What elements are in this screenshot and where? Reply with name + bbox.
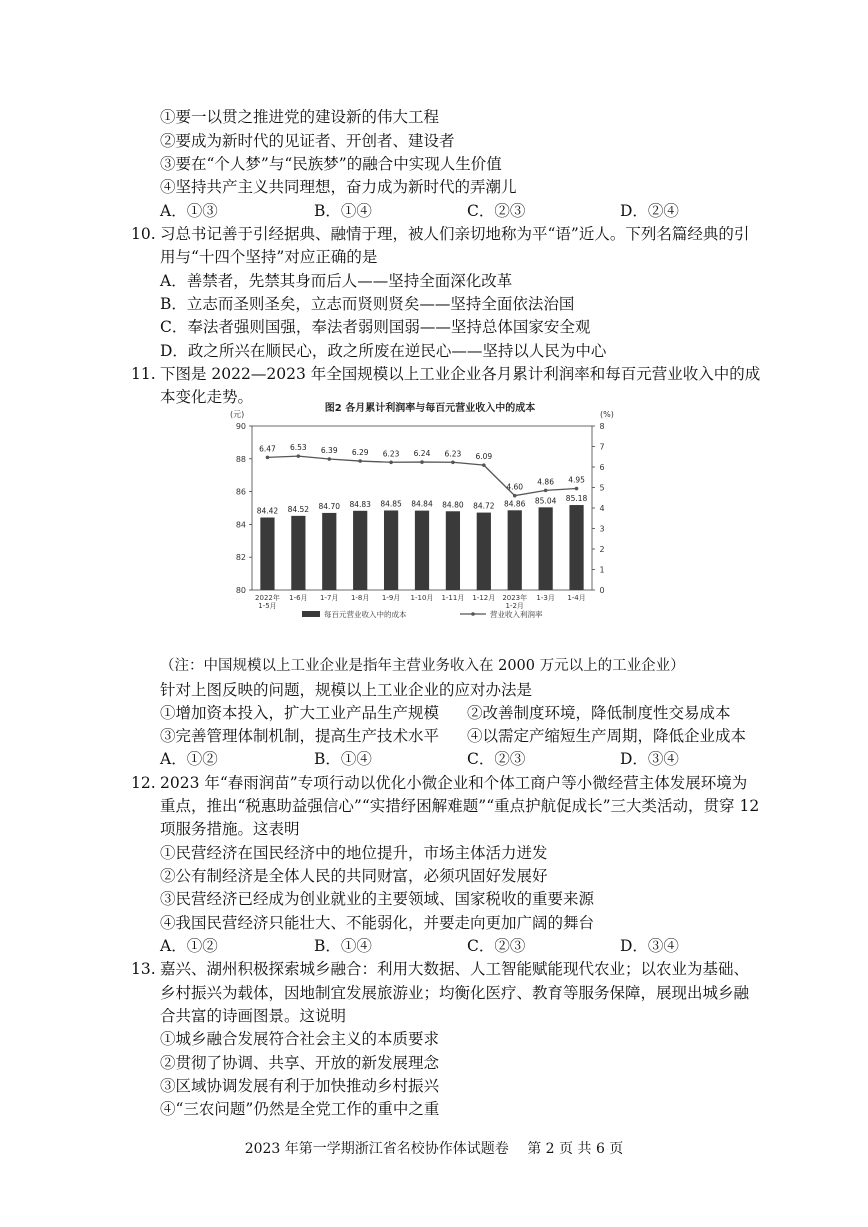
left-tick-label: 84 — [235, 520, 246, 530]
q12-stem-line-3: 项服务措施。这表明 — [160, 820, 300, 838]
cost-bar — [260, 518, 274, 590]
q13-number: 13. — [131, 960, 156, 978]
q11-question: 针对上图反映的问题，规模以上工业企业的应对办法是 — [160, 681, 533, 699]
profit-rate-label: 6.53 — [290, 443, 307, 453]
x-tick-label: 1-7月 — [320, 594, 339, 602]
x-tick-label: 2023年 — [502, 594, 528, 602]
profit-rate-point — [389, 460, 393, 464]
left-tick-label: 82 — [235, 553, 246, 563]
cost-bar — [322, 513, 336, 590]
right-tick-label: 3 — [599, 524, 605, 534]
q11-item-4: ④以需定产缩短生产周期，降低企业成本 — [467, 727, 747, 745]
right-tick-label: 0 — [599, 586, 605, 595]
right-tick-label: 1 — [599, 565, 605, 575]
cost-bar-label: 85.18 — [565, 494, 588, 504]
x-tick-label: 1-2月 — [505, 602, 524, 610]
profit-rate-label: 6.47 — [259, 444, 276, 454]
q9-option-c: C．②③ — [467, 202, 526, 220]
q10-number: 10. — [131, 225, 156, 243]
left-tick-label: 88 — [235, 454, 246, 464]
q13-item-2: ②贯彻了协调、共享、开放的新发展理念 — [160, 1054, 440, 1072]
x-tick-label: 1-9月 — [381, 594, 401, 602]
profit-rate-point — [544, 489, 548, 493]
profit-rate-point — [451, 460, 455, 464]
x-tick-label: 1-10月 — [410, 594, 434, 602]
q9-option-b: B．①④ — [314, 202, 372, 220]
profit-rate-point — [327, 457, 331, 461]
q12-item-4: ④我国民营经济只能壮大、不能弱化，并要走向更加广阔的舞台 — [160, 914, 595, 932]
cost-bar — [415, 511, 429, 590]
x-tick-label: 1-4月 — [567, 594, 586, 602]
cost-bar-label: 84.52 — [287, 504, 310, 514]
profit-rate-point — [297, 454, 301, 458]
cost-bar-label: 84.86 — [503, 499, 526, 509]
q12-stem-line-1: 2023 年“春雨润苗”专项行动以优化小微企业和个体工商户等小微经营主体发展环境为 — [160, 774, 748, 792]
x-tick-label: 1-11月 — [441, 594, 465, 602]
q9-item-4: ④坚持共产主义共同理想，奋力成为新时代的弄潮儿 — [160, 178, 517, 196]
q12-option-c: C．②③ — [467, 937, 526, 955]
q12-item-2: ②公有制经济是全体人民的共同财富，必须巩固好发展好 — [160, 867, 548, 885]
profit-rate-label: 6.23 — [382, 449, 400, 459]
right-tick-label: 5 — [599, 483, 605, 493]
cost-bar — [353, 511, 367, 590]
cost-bar — [569, 505, 583, 590]
q12-item-3: ③民营经济已经成为创业就业的主要领域、国家税收的重要来源 — [160, 890, 595, 908]
x-tick-label: 1-6月 — [289, 594, 308, 602]
cost-bar-label: 84.84 — [411, 499, 433, 509]
cost-bar-label: 85.04 — [534, 496, 557, 506]
x-tick-label: 2022年 — [255, 594, 280, 602]
profit-rate-label: 6.39 — [320, 446, 338, 456]
profit-rate-label: 4.95 — [568, 475, 585, 485]
chart-note: （注：中国规模以上工业企业是指年主营业务收入在 2000 万元以上的工业企业） — [160, 658, 685, 674]
q11-number: 11. — [131, 365, 156, 383]
q11-stem-line-2: 本变化走势。 — [160, 388, 254, 406]
cost-bar — [508, 510, 522, 590]
right-tick-label: 6 — [599, 463, 605, 472]
q13-item-1: ①城乡融合发展符合社会主义的本质要求 — [160, 1030, 440, 1048]
left-axis-unit: (元) — [230, 410, 245, 419]
q10-choice-d: D．政之所兴在顺民心，政之所废在逆民心——坚持以人民为中心 — [160, 342, 607, 360]
profit-rate-label: 6.23 — [444, 449, 462, 459]
q13-item-3: ③区域协调发展有利于加快推动乡村振兴 — [160, 1077, 440, 1095]
q11-item-1: ①增加资本投入，扩大工业产品生产规模 — [160, 704, 440, 722]
right-tick-label: 7 — [599, 442, 605, 452]
right-tick-label: 8 — [599, 422, 605, 431]
left-tick-label: 80 — [235, 586, 246, 595]
q9-item-3: ③要在“个人梦”与“民族梦”的融合中实现人生价值 — [160, 155, 502, 173]
profit-rate-point — [482, 463, 486, 467]
q10-choice-a: A．善禁者，先禁其身而后人——坚持全面深化改革 — [160, 272, 513, 290]
x-tick-label: 1-12月 — [472, 594, 496, 602]
q13-item-4: ④“三农问题”仍然是全党工作的重中之重 — [160, 1100, 440, 1118]
q12-stem-line-2: 重点，推出“税惠助益强信心”“实措纾困解难题”“重点护航促成长”三大类活动，贯穿 12 — [160, 797, 760, 815]
page-footer: 2023 年第一学期浙江省名校协作体试题卷 第 2 页 共 6 页 — [244, 1141, 624, 1157]
q9-option-a: A．①③ — [160, 202, 218, 220]
left-tick-label: 90 — [235, 422, 246, 431]
cost-bar-label: 84.83 — [349, 499, 371, 509]
profit-rate-label: 4.86 — [537, 477, 554, 487]
q12-option-a: A．①② — [160, 937, 218, 955]
right-tick-label: 4 — [599, 504, 605, 513]
cost-bar — [291, 516, 305, 590]
cost-bar-label: 84.80 — [442, 500, 464, 510]
x-tick-label: 1-3月 — [536, 594, 555, 602]
q9-item-2: ②要成为新时代的见证者、开创者、建设者 — [160, 132, 455, 150]
q12-number: 12. — [131, 774, 156, 792]
profit-rate-label: 6.29 — [351, 448, 369, 458]
legend-rate-marker — [471, 612, 475, 616]
profit-rate-point — [266, 456, 270, 460]
q13-stem-line-3: 合共富的诗画图景。这说明 — [160, 1007, 347, 1025]
q13-stem-line-1: 嘉兴、湖州积极探索城乡融合：利用大数据、人工智能赋能现代农业；以农业为基础、 — [160, 960, 750, 978]
cost-bar — [384, 510, 398, 590]
q12-option-d: D．③④ — [620, 937, 679, 955]
cost-bar-label: 84.70 — [318, 501, 341, 511]
q10-choice-b: B．立志而圣则圣矣，立志而贤则贤矣——坚持全面依法治国 — [160, 295, 575, 313]
profit-rate-point — [575, 487, 579, 491]
q13-stem-line-2: 乡村振兴为载体，因地制宜发展旅游业；均衡化医疗、教育等服务保障，展现出城乡融 — [160, 984, 750, 1002]
profit-rate-label: 4.60 — [506, 482, 524, 492]
profit-rate-label: 6.24 — [413, 449, 431, 459]
q11-item-2: ②改善制度环境，降低制度性交易成本 — [467, 704, 731, 722]
cost-bar-label: 84.85 — [380, 499, 402, 509]
cost-bar — [539, 507, 553, 590]
legend-cost-swatch — [302, 611, 320, 617]
cost-bar — [477, 513, 491, 590]
q11-option-b: B．①④ — [314, 750, 372, 768]
q9-option-d: D．②④ — [620, 202, 679, 220]
q11-option-a: A．①② — [160, 750, 218, 768]
q12-option-b: B．①④ — [314, 937, 372, 955]
legend-rate-label: 营业收入利润率 — [490, 610, 543, 619]
q10-stem-line-1: 习总书记善于引经据典、融情于理，被人们亲切地称为平“语”近人。下列名篇经典的引 — [160, 225, 750, 243]
q11-option-c: C．②③ — [467, 750, 526, 768]
x-tick-label: 1-5月 — [258, 602, 277, 610]
q9-item-1: ①要一以贯之推进党的建设新的伟大工程 — [160, 108, 440, 126]
q10-stem-line-2: 用与“十四个坚持”对应正确的是 — [160, 248, 378, 266]
q11-stem-line-1: 下图是 2022—2023 年全国规模以上工业企业各月累计利润率和每百元营业收入中的成 — [160, 365, 761, 383]
right-axis-unit: (%) — [600, 410, 614, 419]
profit-cost-chart — [220, 398, 634, 630]
q11-item-3: ③完善管理体制机制，提高生产技术水平 — [160, 727, 440, 745]
q12-item-1: ①民营经济在国民经济中的地位提升，市场主体活力迸发 — [160, 844, 548, 862]
chart-title: 图2 各月累计利润率与每百元营业收入中的成本 — [324, 403, 536, 414]
cost-bar — [446, 511, 460, 590]
left-tick-label: 86 — [235, 487, 246, 497]
profit-rate-point — [420, 460, 424, 464]
profit-rate-label: 6.09 — [475, 452, 493, 462]
right-tick-label: 2 — [599, 545, 605, 554]
cost-bar-label: 84.42 — [256, 506, 279, 516]
cost-bar-label: 84.72 — [473, 501, 495, 511]
legend-cost-label: 每百元营业收入中的成本 — [324, 610, 407, 619]
q11-option-d: D．③④ — [620, 750, 679, 768]
x-tick-label: 1-8月 — [350, 594, 370, 602]
chart-svg — [220, 398, 634, 630]
profit-rate-point — [358, 459, 362, 463]
profit-rate-point — [513, 494, 517, 498]
q10-choice-c: C．奉法者强则国强，奉法者弱则国弱——坚持总体国家安全观 — [160, 318, 591, 336]
